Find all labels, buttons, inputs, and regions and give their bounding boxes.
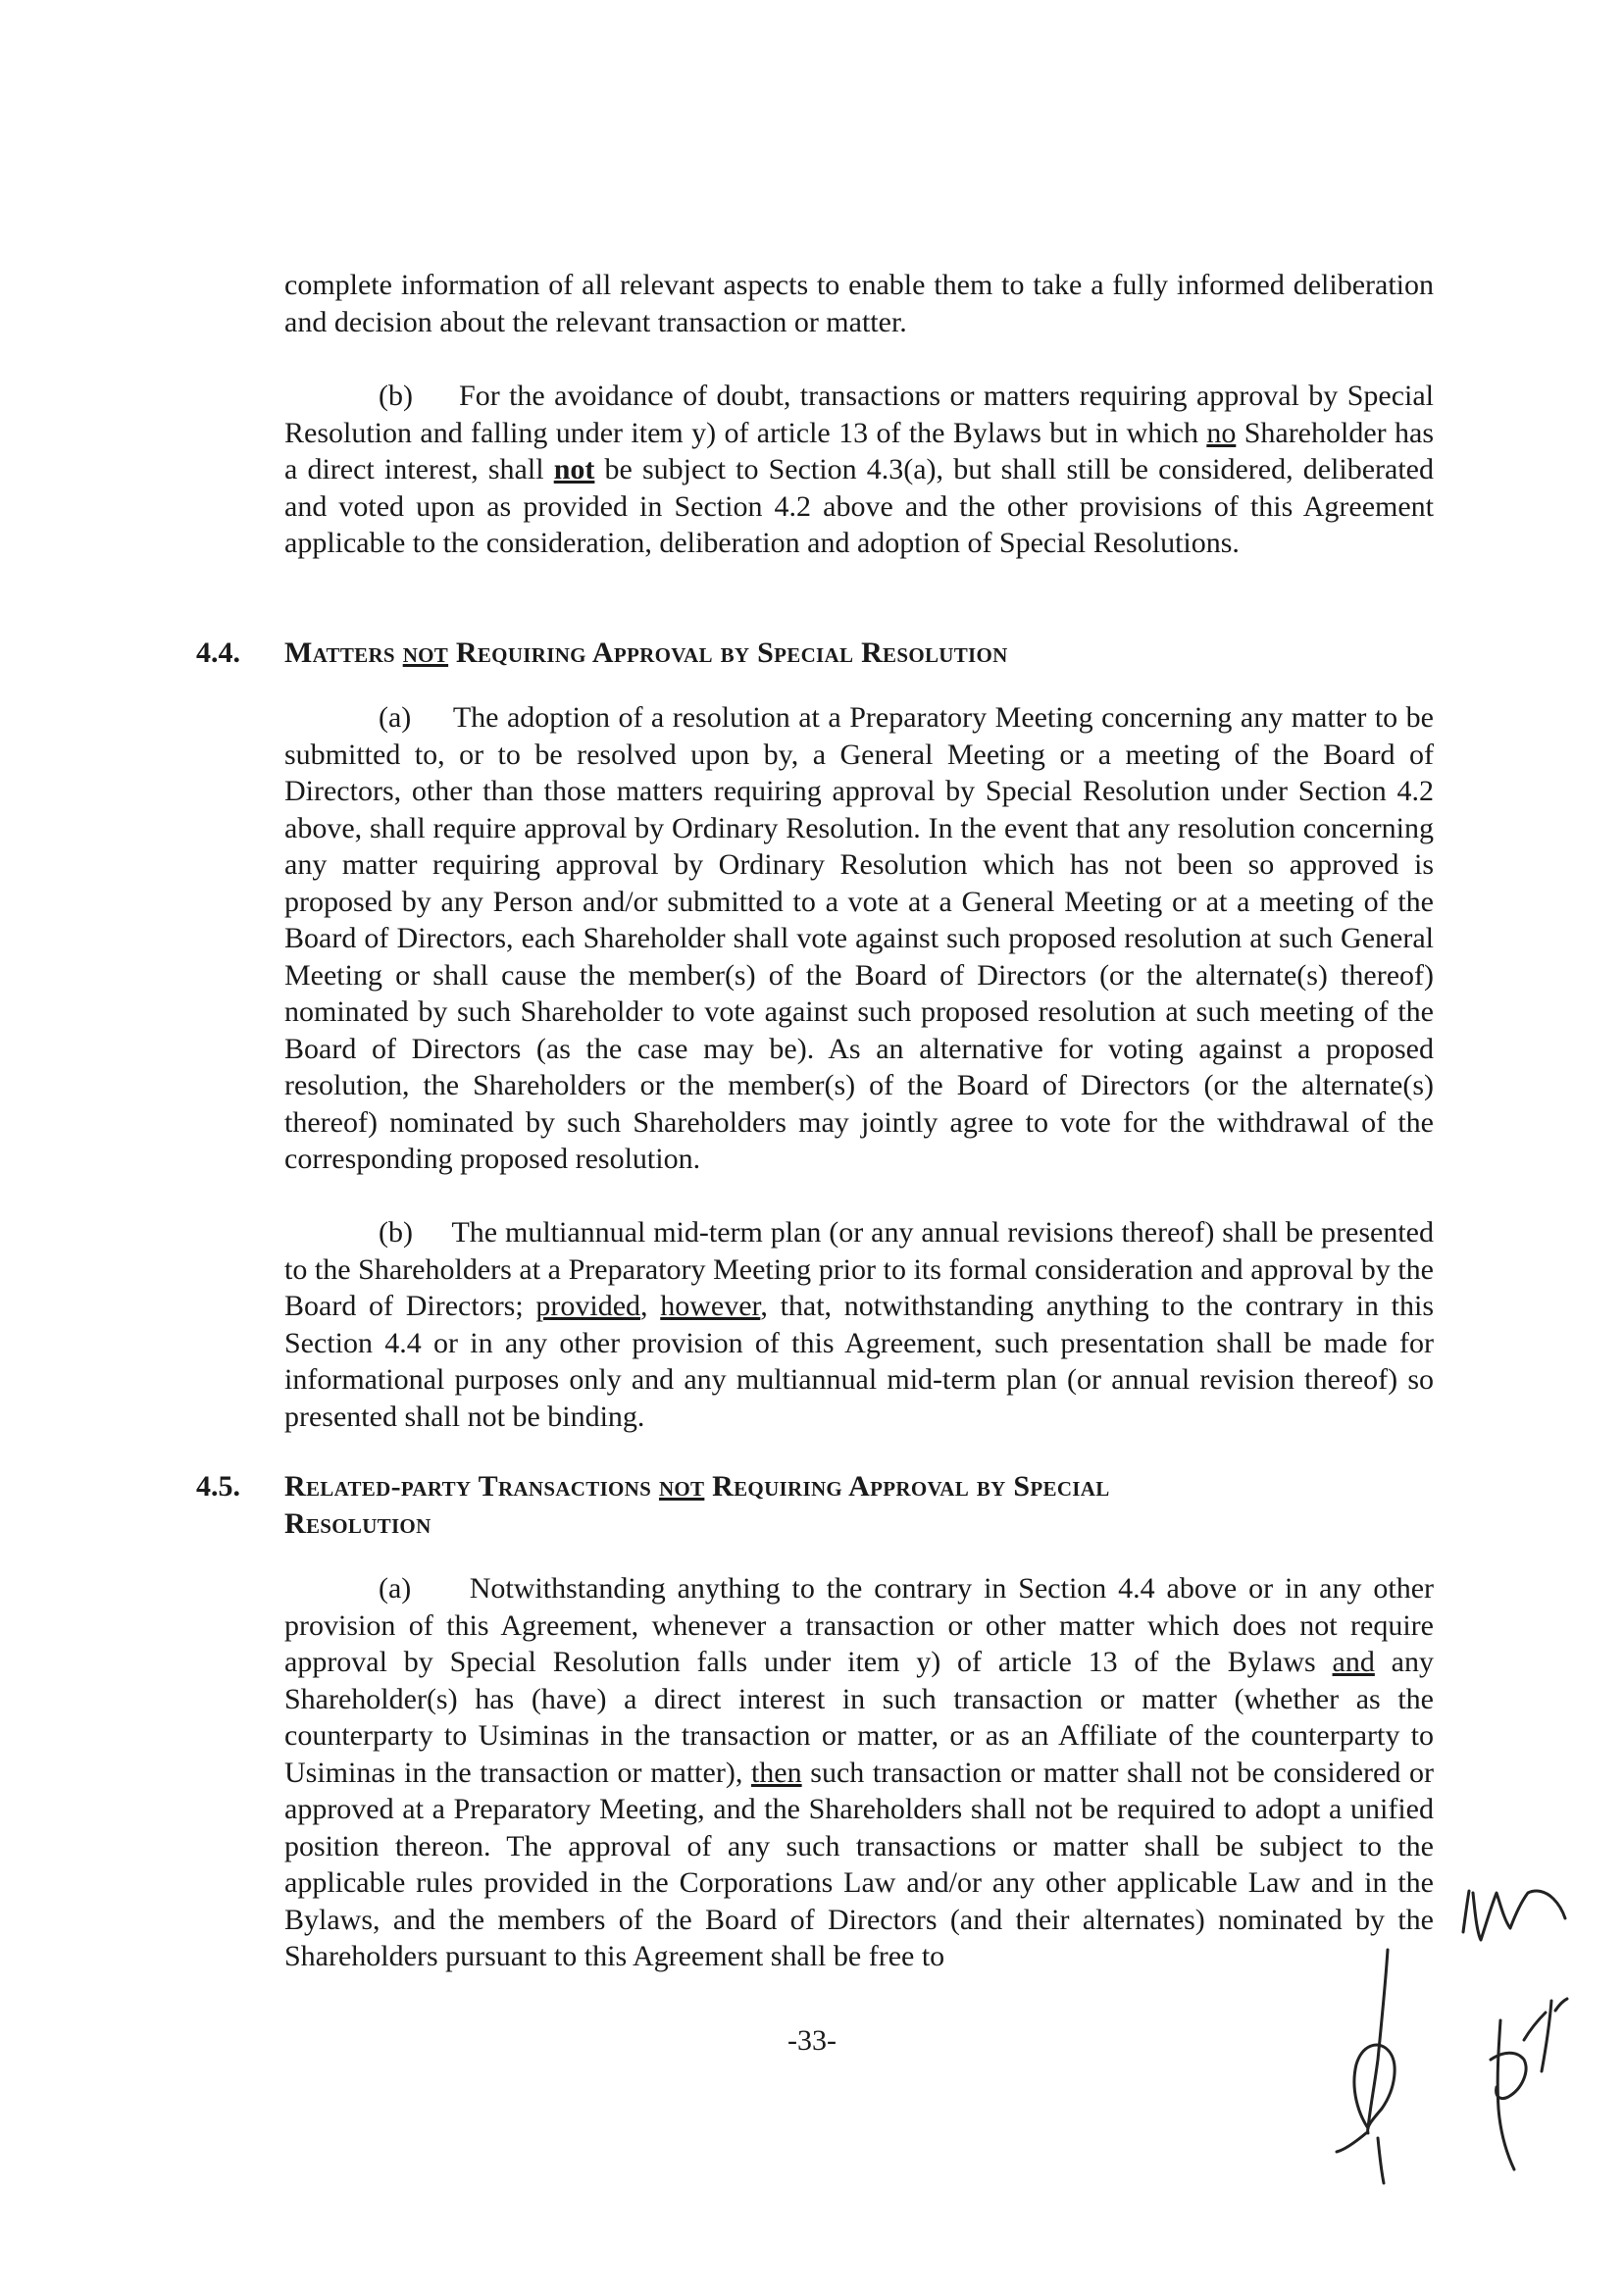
handwritten-signature-2	[1309, 1942, 1466, 2187]
section-number-4-5: 4.5.	[196, 1470, 240, 1503]
title-text: Requiring Approval by Special	[704, 1470, 1110, 1503]
section-title-4-4	[284, 635, 1363, 672]
title-not: not	[658, 1470, 705, 1503]
paragraph-text: Notwithstanding anything to the contrary in Section 4.4 above or in any other provision of this Agreement, whenever a transaction or other matter which does not require approval by Special Resolution falls under item y) of article 13 of the Bylaws	[284, 1572, 1435, 1678]
paragraph-text: The multiannual mid-term plan (or any annual revisions thereof) shall be presented to the Shareholders at a Preparatory Meeting prior to its formal consideration and approval by the Board of Directors;	[284, 1216, 1434, 1322]
page-number: -33-	[787, 2024, 837, 2057]
paragraph-4-4-b	[284, 1214, 1434, 1435]
title-text: Requiring Approval by Special Resolution	[448, 637, 1008, 669]
paragraph-4-5-a	[284, 1570, 1434, 1975]
underlined-no: no	[1206, 416, 1237, 449]
paragraph-marker: (b)	[379, 380, 413, 412]
title-text: Related-party Transactions	[284, 1470, 659, 1503]
paragraph-text: such transaction or matter shall not be considered or approved at a Preparatory Meeting, and the Shareholders shall not be required to adopt a unified position thereon. The approval of any such transactions or matter shall be subject to the applicable rules provided in the Corporations Law and/or any other applicable Law and in the Bylaws, and the members of the Board of Directors (and their alternates) nominated by the Shareholders pursuant to this Agreement shall be free to	[284, 1756, 1434, 1972]
handwritten-signature-3	[1461, 1981, 1579, 2177]
section-number-4-4: 4.4.	[196, 637, 240, 669]
initials-signature-1	[1451, 1863, 1579, 1971]
paragraph-text: any Shareholder(s) has (have) a direct interest in such transaction or matter (whether as the counterparty to Usiminas in the transaction or matter, or as an Affiliate of the counterparty to Usiminas in the transaction or matter),	[284, 1646, 1434, 1789]
intro-text: complete information of all relevant aspects to enable them to take a fully informed deliberation and decision about the relevant transaction or matter.	[284, 269, 1434, 338]
paragraph-text: For the avoidance of doubt, transactions or matters requiring approval by Special Resolution and falling under item y) of article 13 of the Bylaws but in which	[284, 380, 1435, 449]
underlined-then: then	[750, 1756, 802, 1789]
paragraph-marker: (a)	[379, 1572, 412, 1605]
paragraph-text: Shareholder has a direct interest, shall	[284, 416, 1434, 485]
title-text: Matters	[284, 637, 403, 669]
underlined-and: and	[1332, 1646, 1375, 1678]
title-not: not	[402, 637, 449, 669]
underlined-provided: provided	[535, 1290, 641, 1322]
paragraph-text: ,	[640, 1290, 661, 1322]
paragraph-text: , that, notwithstanding anything to the contrary in this Section 4.4 or in any other provision of this Agreement, such presentation shall be made for informational purposes only and any multiannual mid-term plan (or annual revision thereof) so presented shall not be binding.	[284, 1290, 1434, 1433]
title-text: Resolution	[284, 1506, 431, 1540]
paragraph-text: The adoption of a resolution at a Preparatory Meeting concerning any matter to be submitted to, or to be resolved upon by, a General Meeting or a meeting of the Board of Directors, other than those matters requiring approval by Special Resolution under Section 4.2 above, shall require approval by Ordinary Resolution. In the event that any resolution concerning any matter requiring approval by Ordinary Resolution which has not been so approved is proposed by any Person and/or submitted to a vote at a General Meeting or at a meeting of the Board of Directors, each Shareholder shall vote against such proposed resolution at such General Meeting or shall cause the member(s) of the Board of Directors (or the alternate(s) thereof) nominated by such Shareholder to vote against such proposed resolution at such meeting of the Board of Directors (as the case may be). As an alternative for voting against a proposed resolution, the Shareholders or the member(s) of the Board of Directors (or the alternate(s) thereof) nominated by such Shareholders may jointly agree to vote for the withdrawal of the corresponding proposed resolution.	[284, 701, 1434, 1175]
paragraph-4-4-a	[284, 699, 1434, 1178]
paragraph-text: be subject to Section 4.3(a), but shall still be considered, deliberated and voted upon as provided in Section 4.2 above and the other provisions of this Agreement applicable to the consideration, deliberation and adoption of Special Resolutions.	[284, 453, 1434, 559]
section-title-4-5	[284, 1468, 1363, 1542]
paragraph-marker: (b)	[379, 1216, 413, 1249]
underlined-however: however	[660, 1290, 761, 1322]
underlined-not: not	[553, 453, 595, 485]
paragraph-marker: (a)	[379, 701, 412, 734]
intro-paragraph	[284, 267, 1434, 340]
paragraph-4-3-b	[284, 378, 1434, 562]
